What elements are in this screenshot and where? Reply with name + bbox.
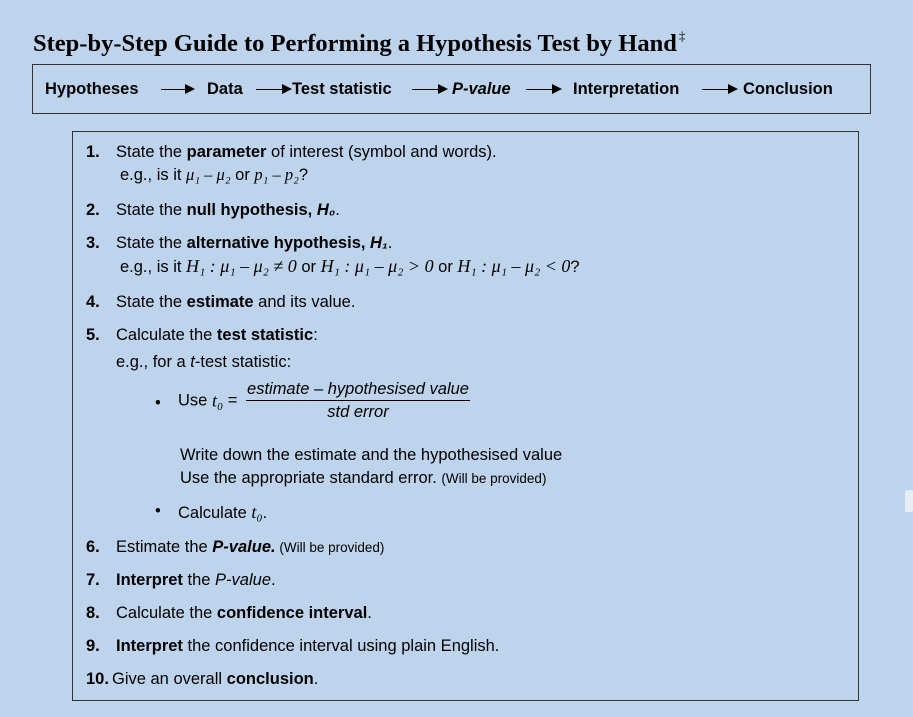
step-8-b: confidence interval xyxy=(216,604,368,622)
step-3-a: State the xyxy=(116,234,187,252)
bullet-icon: • xyxy=(155,394,161,412)
step-2-a: State the xyxy=(116,201,187,219)
flow-conclusion: Conclusion xyxy=(743,80,833,98)
step-3-c: . xyxy=(387,234,393,252)
step-5-e-post: -test statistic: xyxy=(194,353,292,371)
step-5-eq: = xyxy=(223,391,243,410)
step-3-or-2: or xyxy=(433,258,458,276)
step-7-b: Interpret xyxy=(116,571,183,589)
step-1-math-p: p₁ – p₂ xyxy=(254,165,299,184)
step-9-b: Interpret xyxy=(116,637,183,655)
flow-arrow-icon xyxy=(526,89,560,90)
step-5-b: test statistic xyxy=(216,326,314,344)
step-2-h0: H₀ xyxy=(316,201,336,219)
step-5-will-be-provided: (Will be provided) xyxy=(441,471,547,486)
step-2-c: . xyxy=(335,201,340,219)
step-4-text xyxy=(116,293,355,312)
step-7-c: . xyxy=(271,571,276,589)
step-5-number: 5. xyxy=(86,326,100,344)
step-9-c: the confidence interval using plain English. xyxy=(182,637,500,655)
flow-interpretation: Interpretation xyxy=(573,80,680,98)
step-1-b: parameter xyxy=(186,143,267,161)
step-5-calc-t0: t₀ xyxy=(251,502,263,522)
step-3-or-1: or xyxy=(296,258,321,276)
step-8-c: . xyxy=(367,604,372,622)
step-6-number: 6. xyxy=(86,538,100,556)
flow-hypotheses: Hypotheses xyxy=(45,80,139,98)
step-4-c: and its value. xyxy=(253,293,356,311)
step-9-number: 9. xyxy=(86,637,100,655)
step-5-standard-error xyxy=(180,469,546,488)
step-5-e-pre: e.g., for a xyxy=(116,353,191,371)
step-7-number: 7. xyxy=(86,571,100,589)
step-9-text xyxy=(116,637,499,656)
flow-arrow-icon xyxy=(412,89,446,90)
step-5-w2: Use the appropriate standard error. xyxy=(180,469,442,487)
flow-arrow-icon xyxy=(702,89,736,90)
step-3-h1: H₁ xyxy=(370,234,388,252)
step-5-write-down: Write down the estimate and the hypothesised value xyxy=(180,446,563,464)
step-2-number: 2. xyxy=(86,201,100,219)
fraction-denominator: std error xyxy=(327,403,389,421)
workflow-bar xyxy=(32,64,871,114)
step-5-calculate xyxy=(178,502,267,523)
step-5-use: Use xyxy=(178,391,212,410)
step-8-number: 8. xyxy=(86,604,100,622)
step-5-e-t: t xyxy=(190,353,195,371)
step-5-c: : xyxy=(313,326,318,344)
flow-p-value: P-value xyxy=(452,80,511,98)
step-10-b: conclusion xyxy=(226,670,314,688)
fraction-numerator: estimate – hypothesised value xyxy=(246,380,470,401)
steps-box xyxy=(72,131,859,701)
bullet-icon: • xyxy=(155,502,161,520)
step-5-t0: t₀ xyxy=(211,390,224,411)
step-8-a: Calculate the xyxy=(116,604,217,622)
step-1-text xyxy=(116,143,497,162)
step-3-text xyxy=(116,234,392,253)
step-5-fraction xyxy=(246,380,470,422)
step-5-example xyxy=(116,353,291,372)
flow-arrow-icon xyxy=(256,89,290,90)
step-5-formula xyxy=(178,380,470,422)
title-footnote-mark: ‡ xyxy=(678,28,686,43)
step-3-math-lt: H₁ : μ₁ – μ₂ < 0 xyxy=(457,256,571,276)
step-1-a: State the xyxy=(116,143,187,161)
step-7-p-value: P-value xyxy=(215,571,271,589)
step-5-text xyxy=(116,326,318,345)
step-10-a: Give an overall xyxy=(112,670,227,688)
step-10-text xyxy=(112,670,318,689)
step-3-example xyxy=(120,256,580,277)
title-text: Step-by-Step Guide to Performing a Hypothesis Test by Hand xyxy=(33,30,677,57)
step-6-will-be-provided: (Will be provided) xyxy=(275,540,385,555)
step-1-c: of interest (symbol and words). xyxy=(266,143,497,161)
step-5-calc-end: . xyxy=(262,504,268,522)
page-title xyxy=(33,28,685,58)
step-1-e-pre: e.g., is it xyxy=(120,166,187,184)
step-5-calc: Calculate xyxy=(178,504,252,522)
flow-test-statistic: Test statistic xyxy=(292,80,392,98)
step-3-number: 3. xyxy=(86,234,100,252)
step-3-math-neq: H₁ : μ₁ – μ₂ ≠ 0 xyxy=(186,256,297,276)
step-4-number: 4. xyxy=(86,293,100,311)
step-6-text xyxy=(116,538,384,557)
step-3-b: alternative hypothesis, xyxy=(186,234,371,252)
step-4-a: State the xyxy=(116,293,187,311)
flow-data: Data xyxy=(207,80,243,98)
step-1-example xyxy=(120,165,308,185)
step-5-a: Calculate the xyxy=(116,326,217,344)
flow-arrow-icon xyxy=(161,89,193,90)
step-6-p-value: P-value. xyxy=(212,538,276,556)
step-8-text xyxy=(116,604,372,623)
step-6-a: Estimate the xyxy=(116,538,213,556)
step-1-e-or: or xyxy=(230,166,255,184)
step-3-math-gt: H₁ : μ₁ – μ₂ > 0 xyxy=(320,256,434,276)
step-4-b: estimate xyxy=(186,293,254,311)
step-1-e-end: ? xyxy=(298,166,309,184)
step-1-number: 1. xyxy=(86,143,100,161)
step-2-b: null hypothesis, xyxy=(186,201,317,219)
step-2-text xyxy=(116,201,340,220)
scrollbar-thumb[interactable] xyxy=(905,490,913,512)
step-7-a: the xyxy=(182,571,216,589)
step-10-c: . xyxy=(313,670,319,688)
step-7-text xyxy=(116,571,276,590)
step-3-e-pre: e.g., is it xyxy=(120,258,187,276)
step-1-math-mu: μ₁ – μ₂ xyxy=(186,165,231,184)
step-3-e-end: ? xyxy=(570,258,580,276)
step-10-number: 10. xyxy=(86,670,109,688)
